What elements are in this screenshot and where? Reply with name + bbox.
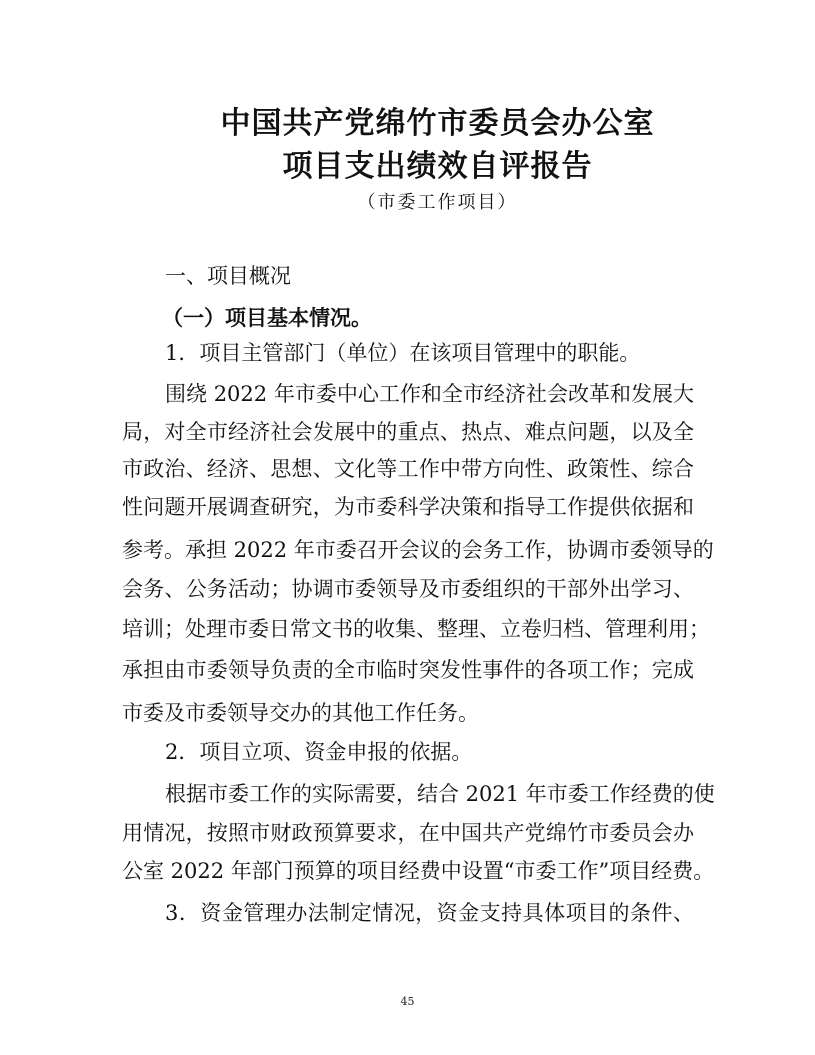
page-number: 45 — [400, 995, 415, 1008]
paragraph-line: 根据市委工作的实际需要，结合 2021 年市委工作经费的使 — [165, 782, 715, 806]
paragraph-line: 用情况，按照市财政预算要求，在中国共产党绵竹市委员会办 — [122, 821, 694, 845]
document-subtitle: （市委工作项目） — [357, 192, 518, 213]
paragraph-line: 公室 2022 年部门预算的项目经费中设置“市委工作”项目经费。 — [122, 859, 715, 883]
paragraph-line: 承担由市委领导负责的全市临时突发性事件的各项工作；完成 — [122, 658, 694, 682]
paragraph-line: 性问题开展调查研究，为市委科学决策和指导工作提供依据和 — [122, 495, 694, 519]
item-2-heading: 2．项目立项、资金申报的依据。 — [165, 740, 473, 764]
paragraph-line: 围绕 2022 年市委中心工作和全市经济社会改革和发展大 — [165, 382, 694, 406]
paragraph-line: 会务、公务活动；协调市委领导及市委组织的干部外出学习、 — [122, 577, 694, 601]
section-heading: 一、项目概况 — [165, 264, 291, 288]
subsection-heading: （一）项目基本情况。 — [162, 305, 372, 330]
item-3-heading: 3．资金管理办法制定情况，资金支持具体项目的条件、 — [165, 901, 694, 925]
paragraph-line: 参考。承担 2022 年市委召开会议的会务工作，协调市委领导的 — [122, 538, 714, 562]
document-title-line-2: 项目支出绩效自评报告 — [282, 149, 593, 184]
document-title-line-1: 中国共产党绵竹市委员会办公室 — [220, 106, 655, 141]
paragraph-line: 市政治、经济、思想、文化等工作中带方向性、政策性、综合 — [122, 457, 694, 481]
paragraph-line: 市委及市委领导交办的其他工作任务。 — [122, 701, 479, 725]
paragraph-line: 培训；处理市委日常文书的收集、整理、立卷归档、管理利用； — [122, 617, 710, 641]
paragraph-line: 局，对全市经济社会发展中的重点、热点、难点问题，以及全 — [122, 420, 694, 444]
item-1-heading: 1．项目主管部门（单位）在该项目管理中的职能。 — [165, 341, 641, 365]
